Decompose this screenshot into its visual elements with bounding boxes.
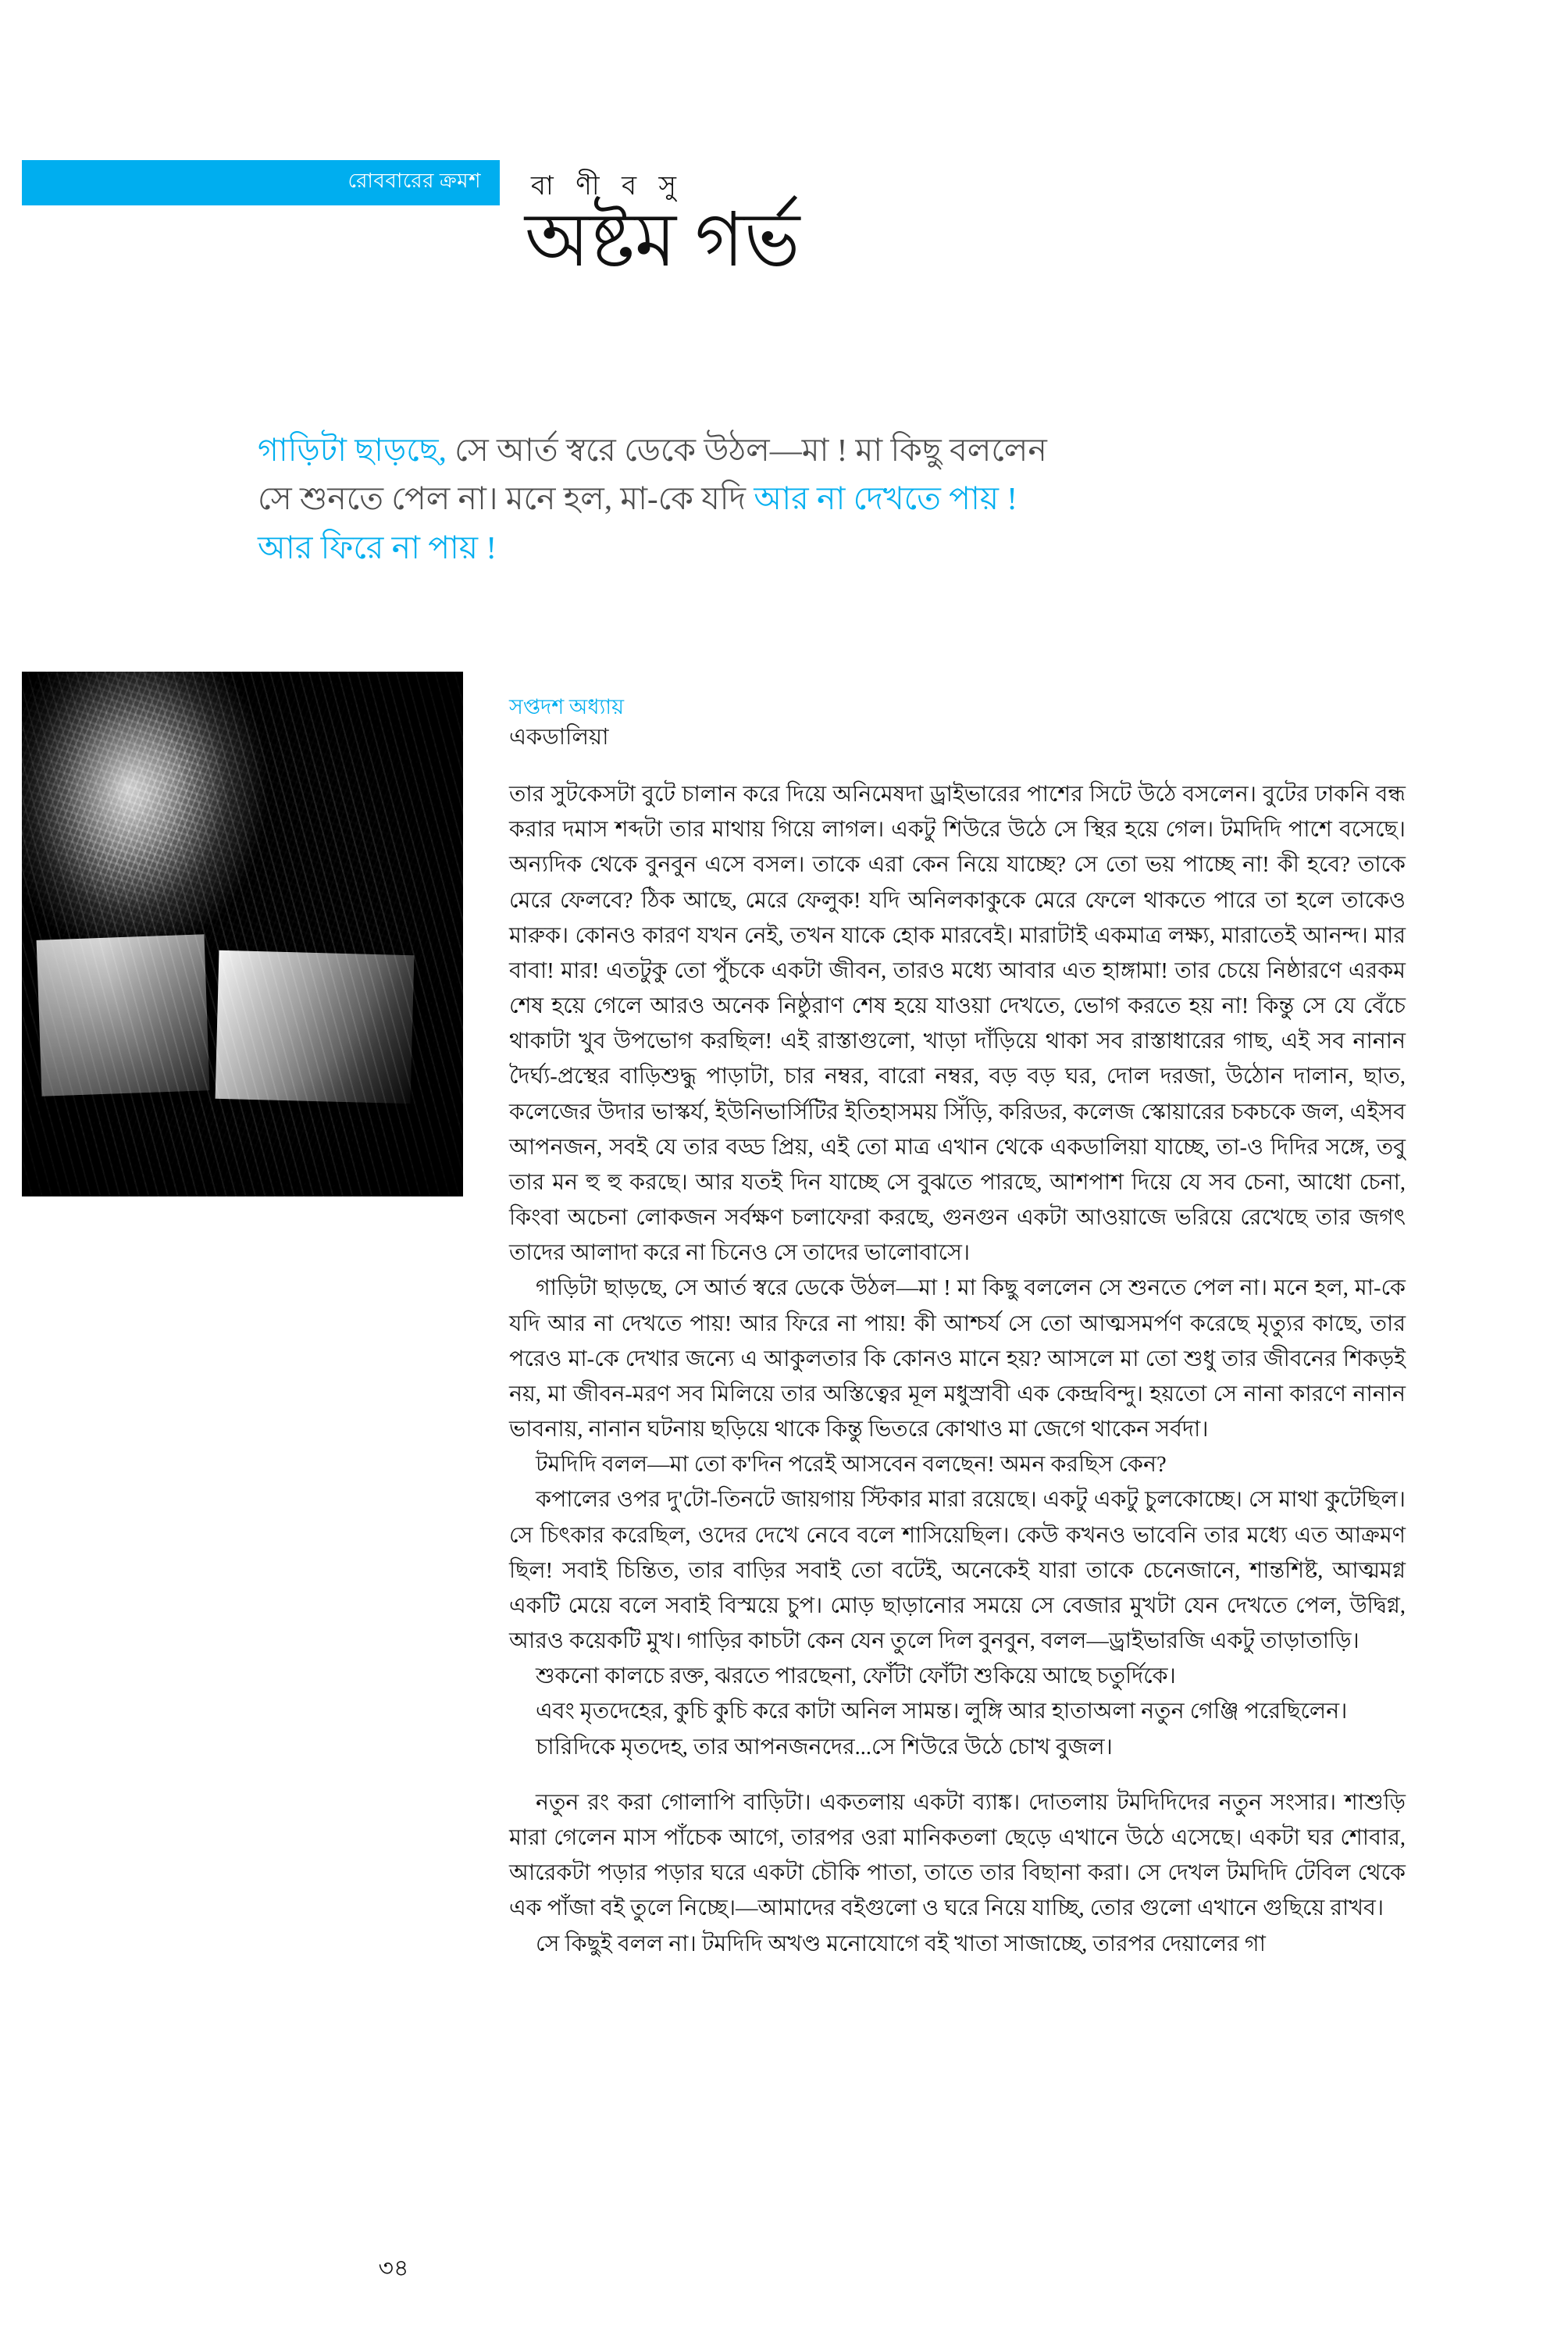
page-folio: ৩৪ — [378, 2256, 409, 2281]
body-paragraph: এবং মৃতদেহের, কুচি কুচি করে কাটা অনিল সামন্ত। লুঙ্গি আর হাতাঅলা নতুন গেঞ্জি পরেছিলেন। — [536, 1699, 1348, 1724]
body-paragraph: শুকনো কালচে রক্ত, ঝরতে পারছেনা, ফোঁটা ফোঁটা শুকিয়ে আছে চতুর্দিকে। — [536, 1664, 1176, 1689]
body-paragraph: কপালের ওপর দু'টো-তিনটে জায়গায় স্টিকার মারা রয়েছে। একটু একটু চুলকোচ্ছে। সে মাথা কুটেছিল। সে চিৎকার করেছিল, ওদের দেখে নেবে বলে শাসিয়েছিল। কেউ কখনও ভাবেনি তার মধ্যে এত আক্রমণ ছিল! সবাই চিন্তিত, তার বাড়ির সবাই তো বটেই, অনেকেই যারা তাকে চেনেজানে, শান্তশিষ্ট, আত্মমগ্ন একটি মেয়ে বলে সবাই বিস্ময়ে চুপ। মোড় ছাড়ানোর সময়ে সে বেজার মুখটা যেন দেখতে পেল, উদ্বিগ্ন, আরও কয়েকটি মুখ। গাড়ির কাচটা কেন যেন তুলে দিল বুনবুন, বলল—ড্রাইভারজি একটু তাড়াতাড়ি। — [509, 1488, 1406, 1654]
chapter-place-label: একডালিয়া — [509, 725, 609, 750]
standfirst-line3-highlight: আর ফিরে না পায় ! — [258, 529, 497, 565]
standfirst-line2-highlight: আর না দেখতে পায় ! — [754, 480, 1017, 517]
standfirst-line1-highlight: গাড়িটা ছাড়ছে, — [258, 432, 447, 468]
page-title: অষ্টম গর্ভ — [525, 198, 800, 282]
standfirst-pullquote — [258, 426, 1452, 572]
body-paragraph: টমদিদি বলল—মা তো ক'দিন পরেই আসবেন বলছেন! অমন করছিস কেন? — [536, 1453, 1167, 1478]
standfirst-line2-rest: সে শুনতে পেল না। মনে হল, মা-কে যদি — [258, 480, 754, 517]
page-edge-gutter — [1474, 0, 1568, 2350]
body-paragraph: তার সুটকেসটা বুটে চালান করে দিয়ে অনিমেষদা ড্রাইভারের পাশের সিটে উঠে বসলেন। বুটের ঢাকনি বন্ধ করার দমাস শব্দটা তার মাথায় গিয়ে লাগল। একটু শিউরে উঠে সে স্থির হয়ে গেল। টমদিদি পাশে বসেছে। অন্যদিক থেকে বুনবুন এসে বসল। তাকে এরা কেন নিয়ে যাচ্ছে? সে তো ভয় পাচ্ছে না! কী হবে? তাকে মেরে ফেলবে? ঠিক আছে, মেরে ফেলুক! যদি অনিলকাকুকে মেরে ফেলে থাকতে পারে তা হলে তাকেও মারুক। কোনও কারণ যখন নেই, তখন যাকে হোক মারবেই। মারাটাই একমাত্র লক্ষ্য, মারাতেই আনন্দ। মার বাবা! মার! এতটুকু তো পুঁচকে একটা জীবন, তারও মধ্যে আবার এত হাঙ্গামা! তার চেয়ে নিষ্ঠারণে এরকম শেষ হয়ে গেলে আরও অনেক নিষ্ঠুরাণ শেষ হয়ে যাওয়া দেখতে, ভোগ করতে হয় না! কিন্তু সে যে বেঁচে থাকাটা খুব উপভোগ করছিল! এই রাস্তাগুলো, খাড়া দাঁড়িয়ে থাকা সব রাস্তাধারের গাছ, এই সব নানান দৈর্ঘ্য-প্রস্থের বাড়িশুদ্ধু পাড়াটা, চার নম্বর, বারো নম্বর, বড় বড় ঘর, দোল দরজা, উঠোন দালান, ছাত, কলেজের উদার ভাস্কর্য, ইউনিভার্সিটির ইতিহাসময় সিঁড়ি, করিডর, কলেজ স্কোয়ারের চকচকে জল, এইসব আপনজন, সবই যে তার বড্ড প্রিয়, এই তো মাত্র এখান থেকে একডালিয়া যাচ্ছে, তা-ও দিদির সঙ্গে, তবু তার মন হু হু করছে। আর যতই দিন যাচ্ছে সে বুঝতে পারছে, আশপাশ দিয়ে যে সব চেনা, আধো চেনা, কিংবা অচেনা লোকজন সর্বক্ষণ চলাফেরা করছে, গুনগুন একটা আওয়াজে ভরিয়ে রেখেছে তার জগৎ তাদের আলাদা করে না চিনেও সে তাদের ভালোবাসে। — [509, 783, 1406, 1266]
masthead-banner — [22, 160, 500, 205]
body-paragraph: চারিদিকে মৃতদেহ, তার আপনজনদের...সে শিউরে উঠে চোখ বুজল। — [536, 1735, 1113, 1760]
chapter-illustration — [22, 672, 463, 1196]
illustration-vignette — [22, 672, 463, 1196]
masthead-label: রোববারের ক্রমশ — [347, 169, 481, 193]
body-paragraph: নতুন রং করা গোলাপি বাড়িটা। একতলায় একটা ব্যাঙ্ক। দোতলায় টমদিদিদের নতুন সংসার। শাশুড়ি মারা গেলেন মাস পাঁচেক আগে, তারপর ওরা মানিকতলা ছেড়ে এখানে উঠে এসেছে। একটা ঘর শোবার, আরেকটা পড়ার পড়ার ঘরে একটা চৌকি পাতা, তাতে তার বিছানা করা। সে দেখল টমদিদি টেবিল থেকে এক পাঁজা বই তুলে নিচ্ছে।—আমাদের বইগুলো ও ঘরে নিয়ে যাচ্ছি, তোর গুলো এখানে গুছিয়ে রাখব। — [509, 1790, 1406, 1921]
body-paragraph: গাড়িটা ছাড়ছে, সে আর্ত স্বরে ডেকে উঠল—মা ! মা কিছু বললেন সে শুনতে পেল না। মনে হল, মা-কে যদি আর না দেখতে পায়! আর ফিরে না পায়! কী আশ্চর্য সে তো আত্মসমর্পণ করেছে মৃত্যুর কাছে, তার পরেও মা-কে দেখার জন্যে এ আকুলতার কি কোনও মানে হয়? আসলে মা তো শুধু তার জীবনের শিকড়ই নয়, মা জীবন-মরণ সব মিলিয়ে তার অস্তিত্বের মূল মধুস্রাবী এক কেন্দ্রবিন্দু। হয়তো সে নানা কারণে নানান ভাবনায়, নানান ঘটনায় ছড়িয়ে থাকে কিন্তু ভিতরে কোথাও মা জেগে থাকেন সর্বদা। — [509, 1276, 1406, 1442]
standfirst-line1-rest: সে আর্ত স্বরে ডেকে উঠল—মা ! মা কিছু বললেন — [446, 432, 1047, 468]
author-byline: বা ণী ব সু — [531, 172, 684, 201]
chapter-number-label: সপ্তদশ অধ্যায় — [509, 695, 625, 719]
body-paragraph: সে কিছুই বলল না। টমদিদি অখণ্ড মনোযোগে বই খাতা সাজাচ্ছে, তারপর দেয়ালের গা — [536, 1931, 1266, 1956]
body-text-column — [509, 777, 1406, 1962]
